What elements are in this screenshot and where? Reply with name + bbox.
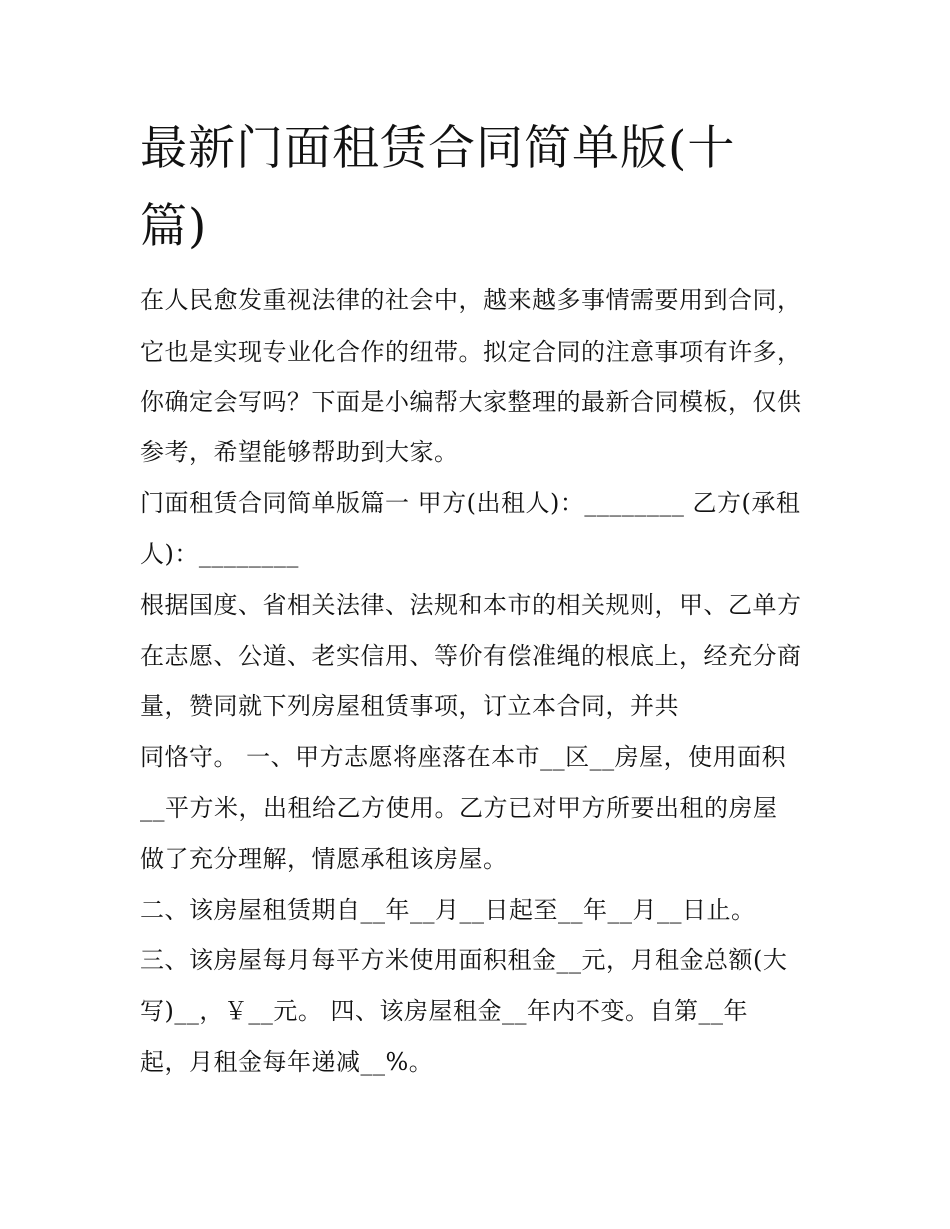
- paragraph-line: 起，月租金每年递减__%。: [140, 1048, 434, 1076]
- paragraph-line: 写)__，￥__元。 四、该房屋租金__年内不变。自第__年: [140, 997, 748, 1025]
- paragraph-line: 同恪守。 一、甲方志愿将座落在本市__区__房屋，使用面积: [140, 743, 787, 771]
- paragraph-line: 它也是实现专业化合作的纽带。拟定合同的注意事项有许多，: [140, 338, 802, 366]
- paragraph-line: 根据国度、省相关法律、法规和本市的相关规则，甲、乙单方: [140, 591, 802, 619]
- paragraph-line: 在志愿、公道、老实信用、等价有偿准绳的根底上，经充分商: [140, 642, 802, 670]
- title-line-1: 最新门面租赁合同简单版(十: [140, 121, 736, 176]
- paragraph-line: 在人民愈发重视法律的社会中，越来越多事情需要用到合同，: [140, 286, 802, 314]
- paragraph-line: 参考，希望能够帮助到大家。: [140, 438, 459, 466]
- title-line-2: 篇): [140, 199, 208, 254]
- paragraph-line: 量，赞同就下列房屋租赁事项，订立本合同，并共: [140, 692, 679, 720]
- paragraph-line: 你确定会写吗？下面是小编帮大家整理的最新合同模板，仅供: [140, 388, 802, 416]
- paragraph-line: 二、该房屋租赁期自__年__月__日起至__年__月__日止。: [140, 896, 756, 924]
- document-title: [140, 110, 830, 266]
- paragraph-line: 门面租赁合同简单版篇一 甲方(出租人)：________ 乙方(承租: [140, 489, 801, 517]
- paragraph-line: 做了充分理解，情愿承租该房屋。: [140, 845, 508, 873]
- paragraph-line: __平方米，出租给乙方使用。乙方已对甲方所要出租的房屋: [140, 794, 778, 822]
- paragraph-line: 三、该房屋每月每平方米使用面积租金__元，月租金总额(大: [140, 946, 788, 974]
- paragraph-line: 人)：________: [140, 540, 299, 568]
